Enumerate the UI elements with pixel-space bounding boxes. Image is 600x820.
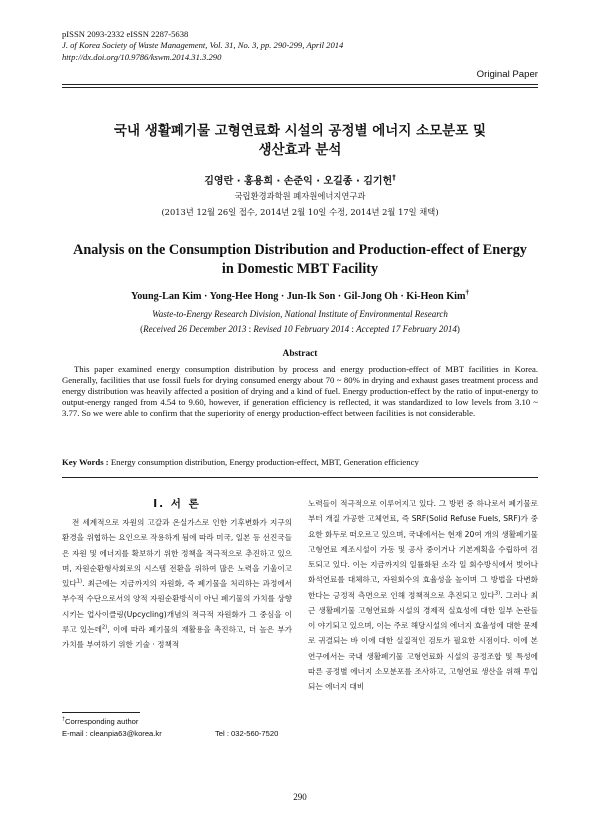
abstract-heading: Abstract — [282, 349, 318, 359]
korean-dates: (2013년 12월 26일 접수, 2014년 2월 10일 수정, 2014년 2월 17일 채택) — [161, 207, 439, 217]
keywords — [62, 457, 538, 467]
english-corresponding-mark: † — [465, 288, 470, 297]
abstract-text: This paper examined energy consumption distribution by process and energy production-effect of MBT facilities in Korea. Generally, facilities that use fossil fuels for drying consumed energy about 70 ~ 80% in drying and exhaust gases treatment process and energy distribution was heavily affected a position of drying and a kind of fuel. Energy production-effect by the ratio of input-energy to output-energy ranged from 4.54 to 9.60, however, if generation efficiency is reflected, it was standardized to low levels from 3.10 ~ 3.77. So we were able to confirm that the superiority of energy production-effect between facilities is not considerable. — [62, 364, 538, 419]
korean-title — [62, 122, 538, 160]
english-authors — [62, 288, 538, 302]
korean-author-list: 김영란 · 홍용희 · 손준익 · 오길종 · 김기헌 — [204, 176, 393, 187]
body-text: . 그러나 최근 생활폐기물 고형연료화 시설의 경제적 실효성에 대한 일부 논란들이 야기되고 있으며, 이는 주로 해당시설의 에너지 효율성에 대한 문제로 귀결되는 바 이에 대한 실질적인 검토가 필요한 시점이다. 이에 본 연구에서는 국내 생활폐기물 고형연료화 시설의 공정조합 및 특성에 따른 공정별 에너지 소모분포를 조사하고, 고형연료 생산을 위해 투입되는 에너지 대비 — [308, 590, 538, 691]
korean-affiliation: 국립환경과학원 폐자원에너지연구과 — [234, 191, 366, 201]
footnote-tel: Tel : 032-560-7520 — [215, 728, 279, 738]
received-date: Received 26 December 2013 — [143, 324, 247, 334]
body-column-left — [62, 515, 292, 652]
header-rule-bottom — [62, 87, 538, 88]
issn-line: pISSN 2093-2332 eISSN 2287-5638 — [62, 29, 189, 39]
reference-mark[interactable]: 1) — [76, 578, 83, 585]
english-dates — [62, 324, 538, 334]
footnote — [62, 716, 292, 739]
body-paragraph — [62, 515, 292, 652]
english-affiliation: Waste-to-Energy Research Division, National Institute of Environmental Research — [152, 309, 448, 319]
page-number: 290 — [293, 792, 307, 802]
english-title — [62, 241, 538, 279]
doi-link[interactable]: http://dx.doi.org/10.9786/kswm.2014.31.3.290 — [62, 51, 222, 62]
dates-separator-2: : — [349, 324, 357, 334]
journal-header — [62, 29, 538, 80]
section-heading-introduction: I. 서 론 — [153, 498, 201, 510]
dates-separator-1: : — [246, 324, 254, 334]
body-text: 노력들이 적극적으로 이루어지고 있다. 그 방편 중 하나로서 폐기물로부터 개질 가공한 고체연료, 즉 SRF(Solid Refuse Fuels, SRF)가 중요한 화두로 떠오르고 있으며, 국내에서는 현재 20여 개의 생활폐기물 고형연료 제조시설이 가동 및 공사 중이거나 기본계획을 수립하여 검토되고 있다. 이는 지금까지의 일률화된 소각 일 회수방식에서 벗어나 화석연료를 대체하고, 자원회수의 효율성을 높이며 그 방법을 다변화한다는 긍정적 측면으로 인해 정책적으로 추진되고 있다 — [308, 499, 538, 600]
footnote-author-line — [62, 716, 292, 728]
english-title-line1: Analysis on the Consumption Distribution and Production-effect of Energy — [73, 242, 527, 258]
revised-date: Revised 10 February 2014 — [253, 324, 350, 334]
paper-type-label: Original Paper — [476, 69, 538, 80]
footnote-author-label: Corresponding author — [64, 717, 139, 726]
body-text: . 최근에는 지금까지의 자원화, 즉 폐기물을 처리하는 과정에서 부수적 수단으로서의 양적 자원순환방식이 아닌 폐기물의 가치를 상향시키는 업사이클링(Upcycling)개념의 적극적 자원화가 그 중심을 이루고 있는데 — [62, 579, 292, 634]
reference-mark[interactable]: 2) — [101, 624, 108, 631]
body-column-right — [308, 496, 538, 694]
journal-citation: J. of Korea Society of Waste Management, Vol. 31, No. 3, pp. 290-299, April 2014 — [62, 40, 344, 51]
footnote-rule — [62, 712, 140, 713]
footnote-mark: † — [62, 716, 65, 723]
body-text: 전 세계적으로 자원의 고갈과 온실가스로 인한 기후변화가 지구의 환경을 위협하는 요인으로 작용하게 됨에 따라 미국, 일본 등 선진국들은 자원 및 에너지를 확보하기 위한 정책을 적극적으로 추진하고 있으며, 자원순환형사회로의 시스템 전환을 위하여 많은 노력을 기울이고 있다 — [62, 518, 292, 588]
reference-mark[interactable]: 3) — [494, 589, 501, 596]
accepted-date: Accepted 17 February 2014 — [356, 324, 457, 334]
korean-corresponding-mark: † — [392, 173, 396, 182]
body-paragraph — [308, 496, 538, 694]
korean-authors — [62, 172, 538, 187]
dates-close-paren: ) — [456, 324, 460, 334]
abstract-rule — [62, 477, 538, 478]
footnote-email[interactable]: E-mail : cleanpia63@korea.kr — [62, 728, 162, 738]
body-text: , 이에 따라 폐기물의 재활용을 촉진하고, 더 높은 부가가치를 부여하기 위한 기술 · 정책적 — [62, 624, 293, 649]
korean-title-line2: 생산효과 분석 — [258, 142, 342, 158]
english-title-line2: in Domestic MBT Facility — [221, 261, 379, 277]
korean-title-line1: 국내 생활폐기물 고형연료화 시설의 공정별 에너지 소모분포 및 — [114, 123, 486, 139]
english-author-list: Young-Lan Kim · Yong-Hee Hong · Jun-Ik Son · Gil-Jong Oh · Ki-Heon Kim — [130, 291, 466, 302]
header-rule-top — [62, 84, 538, 85]
keywords-label: Key Words : — [62, 457, 109, 467]
dates-open-paren: ( — [140, 324, 144, 334]
keywords-text: Energy consumption distribution, Energy production-effect, MBT, Generation efficiency — [108, 457, 419, 467]
